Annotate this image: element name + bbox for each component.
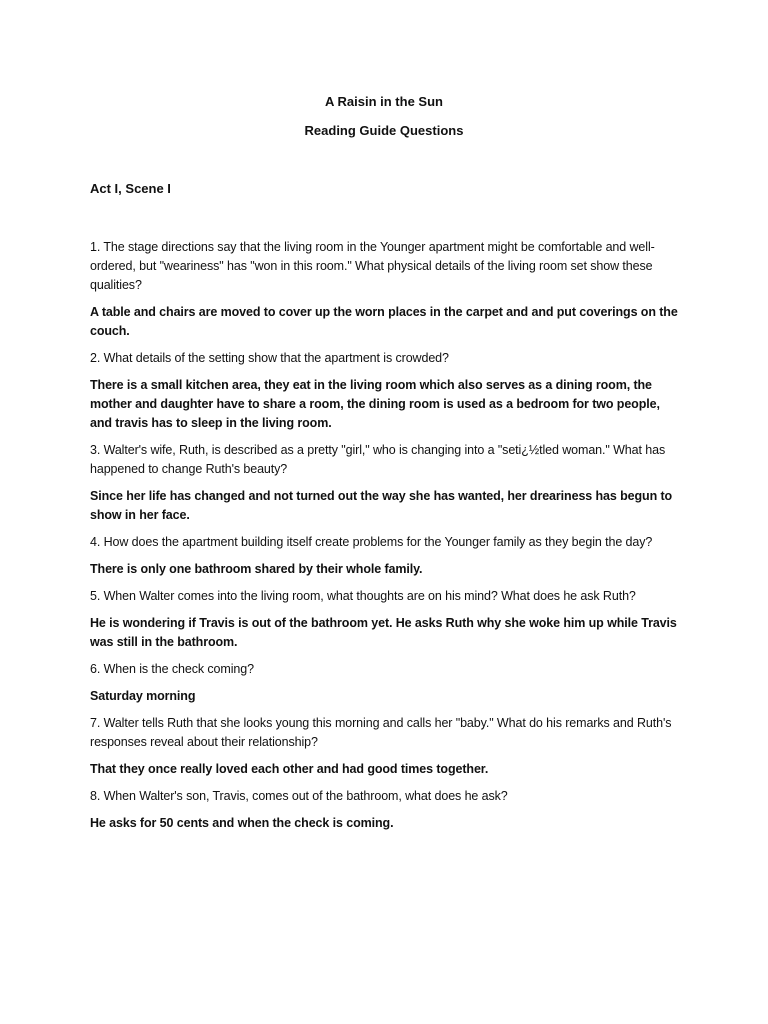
question-text: 8. When Walter's son, Travis, comes out of the bathroom, what does he ask?	[90, 789, 508, 803]
question-text: 6. When is the check coming?	[90, 662, 254, 676]
question-text: 7. Walter tells Ruth that she looks young this morning and calls her "baby." What do his remarks and Ruth's responses reveal about their relationship?	[90, 716, 672, 749]
qa-item	[90, 441, 680, 525]
question-text: 3. Walter's wife, Ruth, is described as a pretty "girl," who is changing into a "seti¿½tled woman." What has happened to change Ruth's beauty?	[90, 443, 666, 476]
qa-item	[90, 787, 680, 833]
question-answer-list	[90, 238, 680, 841]
answer-text: There is only one bathroom shared by their whole family.	[90, 562, 423, 576]
qa-item	[90, 238, 680, 341]
document-subtitle: Reading Guide Questions	[304, 123, 464, 138]
document-title: A Raisin in the Sun	[325, 94, 443, 109]
answer-text: He asks for 50 cents and when the check is coming.	[90, 816, 394, 830]
answer-text: Saturday morning	[90, 689, 196, 703]
question-text: 4. How does the apartment building itself create problems for the Younger family as they begin the day?	[90, 535, 653, 549]
qa-item	[90, 349, 680, 433]
question-text: 2. What details of the setting show that the apartment is crowded?	[90, 351, 449, 365]
answer-text: A table and chairs are moved to cover up the worn places in the carpet and and put coverings on the couch.	[90, 305, 678, 338]
question-text: 5. When Walter comes into the living room, what thoughts are on his mind? What does he ask Ruth?	[90, 589, 636, 603]
section-heading: Act I, Scene I	[90, 181, 171, 196]
answer-text: That they once really loved each other and had good times together.	[90, 762, 489, 776]
answer-text: He is wondering if Travis is out of the bathroom yet. He asks Ruth why she woke him up while Travis was still in the bathroom.	[90, 616, 677, 649]
qa-item	[90, 714, 680, 779]
answer-text: Since her life has changed and not turned out the way she has wanted, her dreariness has begun to show in her face.	[90, 489, 673, 522]
question-text: 1. The stage directions say that the living room in the Younger apartment might be comfortable and well-ordered, but "weariness" has "won in this room." What physical details of the living room set show these qualities?	[90, 240, 655, 292]
qa-item	[90, 587, 680, 652]
answer-text: There is a small kitchen area, they eat in the living room which also serves as a dining room, the mother and daughter have to share a room, the dining room is used as a bedroom for two people, and travis has to sleep in the living room.	[90, 378, 660, 430]
qa-item	[90, 660, 680, 706]
qa-item	[90, 533, 680, 579]
